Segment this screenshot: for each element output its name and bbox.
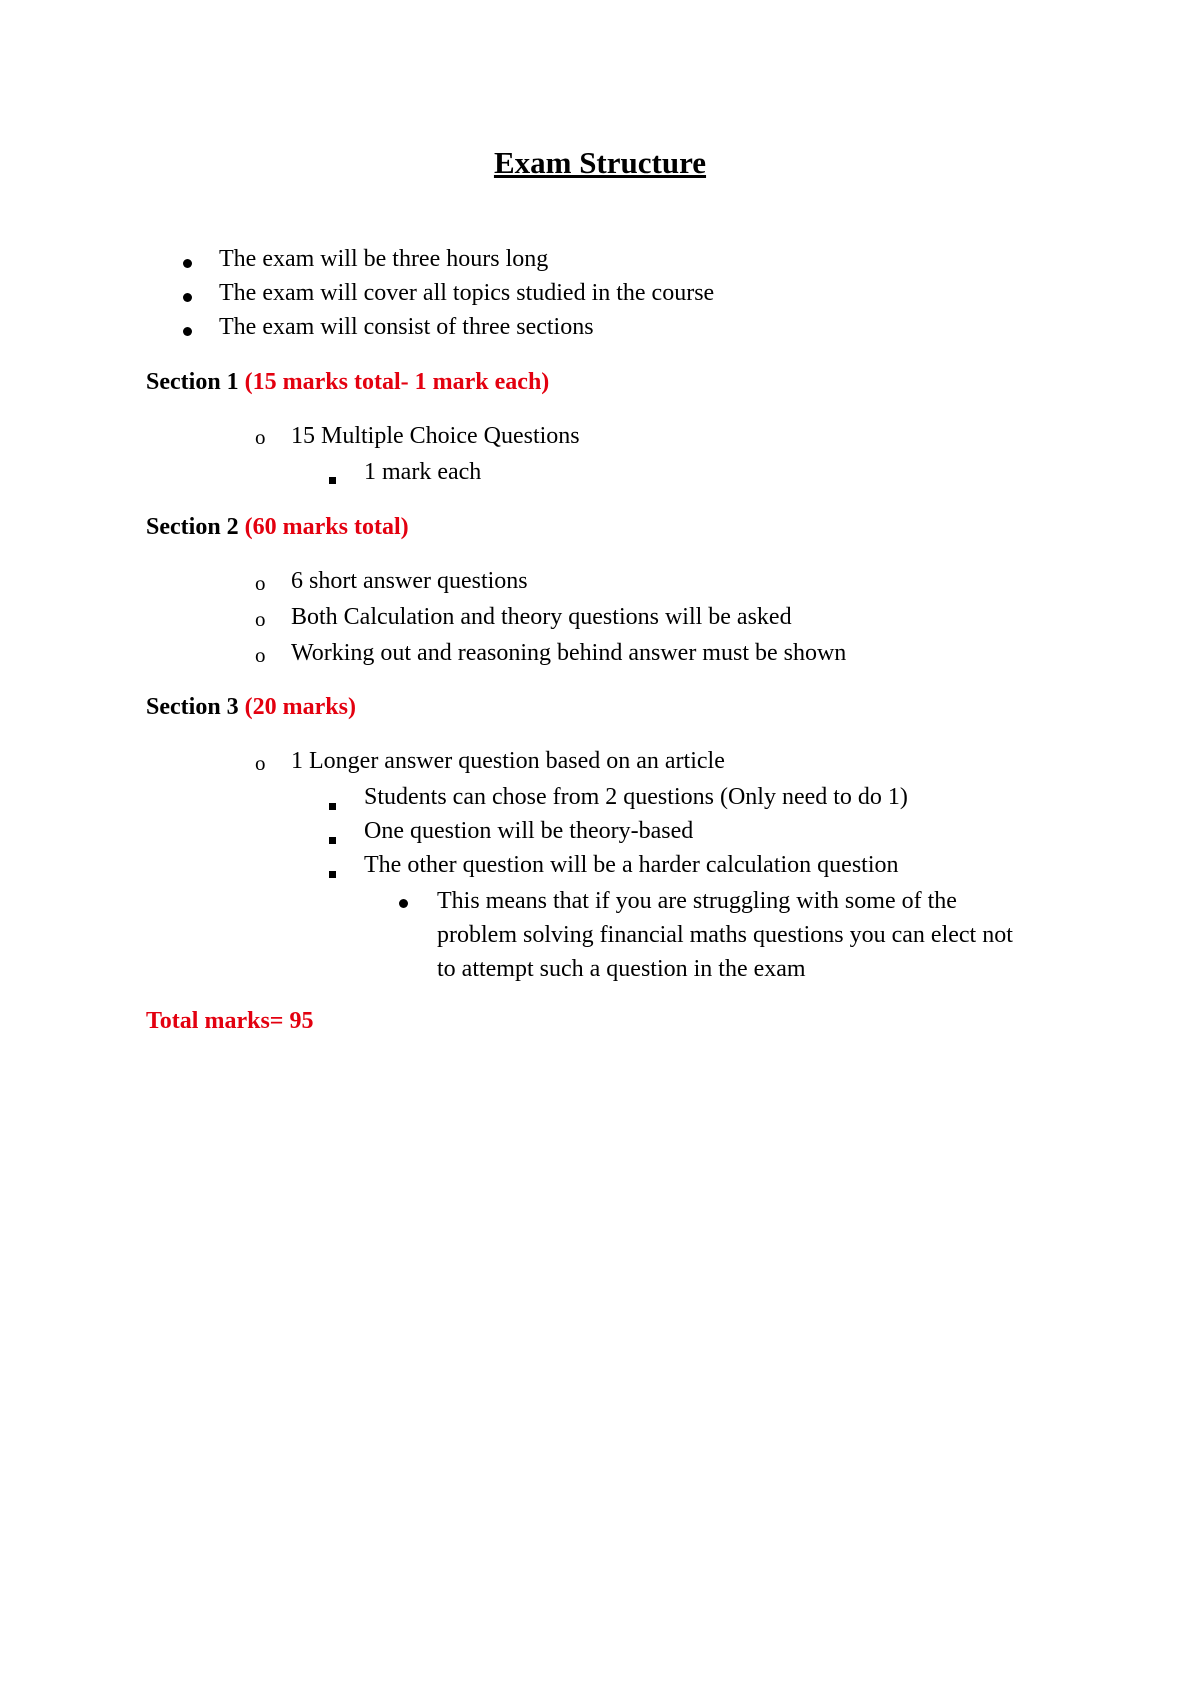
square-bullet-icon bbox=[329, 856, 336, 886]
intro-bullet: The exam will be three hours long bbox=[219, 246, 549, 272]
total-marks: Total marks= 95 bbox=[146, 1008, 314, 1034]
sub-list-item: One question will be theory-based bbox=[364, 818, 694, 844]
page-title: Exam Structure bbox=[493, 145, 707, 180]
section-marks: (15 marks total- 1 mark each) bbox=[244, 369, 550, 395]
square-bullet-icon bbox=[329, 788, 336, 818]
bullet-icon bbox=[183, 246, 192, 276]
bullet-icon bbox=[183, 314, 192, 344]
section-label: Section 2 bbox=[146, 514, 239, 540]
hollow-circle-bullet-icon: o bbox=[255, 425, 266, 449]
list-item: Both Calculation and theory questions will be asked bbox=[291, 604, 792, 630]
list-item: 6 short answer questions bbox=[291, 568, 528, 594]
section-heading bbox=[146, 367, 549, 397]
section-marks: (60 marks total) bbox=[244, 514, 409, 540]
sub-list-item: Students can chose from 2 questions (Only need to do 1) bbox=[364, 784, 908, 810]
sub-list-item: The other question will be a harder calculation question bbox=[364, 852, 899, 878]
hollow-circle-bullet-icon: o bbox=[255, 751, 266, 775]
section-label: Section 1 bbox=[146, 369, 239, 395]
square-bullet-icon bbox=[329, 462, 336, 492]
sub-list-item: 1 mark each bbox=[364, 459, 482, 485]
section-marks: (20 marks) bbox=[244, 694, 356, 720]
sub-sub-list-item: This means that if you are struggling with some of the problem solving financial maths questions you can elect not to attempt such a question in the exam bbox=[437, 888, 1013, 982]
hollow-circle-bullet-icon: o bbox=[255, 571, 266, 595]
hollow-circle-bullet-icon: o bbox=[255, 643, 266, 667]
section-heading bbox=[146, 512, 409, 542]
bullet-icon bbox=[399, 886, 408, 916]
section-label: Section 3 bbox=[146, 694, 239, 720]
bullet-icon bbox=[183, 280, 192, 310]
list-item: Working out and reasoning behind answer must be shown bbox=[291, 640, 847, 666]
section-heading bbox=[146, 692, 356, 722]
intro-bullet: The exam will cover all topics studied in the course bbox=[219, 280, 715, 306]
hollow-circle-bullet-icon: o bbox=[255, 607, 266, 631]
square-bullet-icon bbox=[329, 822, 336, 852]
list-item: 15 Multiple Choice Questions bbox=[291, 423, 580, 449]
list-item: 1 Longer answer question based on an article bbox=[291, 748, 725, 774]
intro-bullet: The exam will consist of three sections bbox=[219, 314, 594, 340]
